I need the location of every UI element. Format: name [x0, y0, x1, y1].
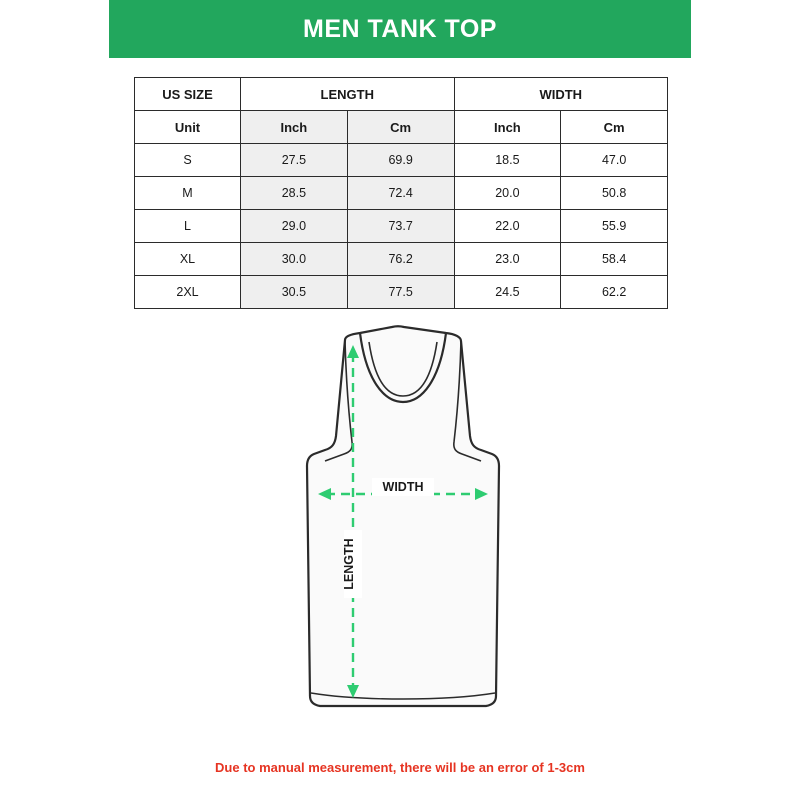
- column-header-unit: Unit: [135, 111, 241, 144]
- cell-length-cm: 69.9: [347, 144, 454, 177]
- cell-length-inch: 29.0: [241, 210, 348, 243]
- length-label: LENGTH: [342, 538, 356, 590]
- column-header-length-cm: Cm: [347, 111, 454, 144]
- cell-width-cm: 50.8: [561, 177, 668, 210]
- cell-length-inch: 27.5: [241, 144, 348, 177]
- table-row: [135, 276, 668, 309]
- column-header-us-size: US SIZE: [135, 78, 241, 111]
- table-row: [135, 210, 668, 243]
- cell-size: L: [135, 210, 241, 243]
- cell-width-cm: 47.0: [561, 144, 668, 177]
- tank-top-outline: [307, 326, 499, 706]
- cell-width-inch: 23.0: [454, 243, 561, 276]
- page-title: MEN TANK TOP: [303, 14, 497, 43]
- cell-width-inch: 20.0: [454, 177, 561, 210]
- cell-length-cm: 76.2: [347, 243, 454, 276]
- cell-width-cm: 62.2: [561, 276, 668, 309]
- column-header-width-cm: Cm: [561, 111, 668, 144]
- cell-size: 2XL: [135, 276, 241, 309]
- cell-width-inch: 18.5: [454, 144, 561, 177]
- table-header-row-2: [135, 111, 668, 144]
- width-label: WIDTH: [382, 480, 424, 494]
- cell-length-inch: 30.5: [241, 276, 348, 309]
- column-header-width-inch: Inch: [454, 111, 561, 144]
- column-header-length-inch: Inch: [241, 111, 348, 144]
- tank-top-illustration: [0, 318, 800, 738]
- cell-width-inch: 24.5: [454, 276, 561, 309]
- cell-length-inch: 30.0: [241, 243, 348, 276]
- column-header-length: LENGTH: [241, 78, 455, 111]
- cell-length-inch: 28.5: [241, 177, 348, 210]
- table-header-row-1: [135, 78, 668, 111]
- cell-length-cm: 77.5: [347, 276, 454, 309]
- cell-size: S: [135, 144, 241, 177]
- cell-width-cm: 55.9: [561, 210, 668, 243]
- size-chart-table: [134, 77, 667, 309]
- cell-size: M: [135, 177, 241, 210]
- column-header-width: WIDTH: [454, 78, 668, 111]
- table-row: [135, 243, 668, 276]
- table-row: [135, 177, 668, 210]
- cell-width-cm: 58.4: [561, 243, 668, 276]
- cell-length-cm: 73.7: [347, 210, 454, 243]
- measurement-disclaimer: Due to manual measurement, there will be an error of 1-3cm: [215, 760, 585, 775]
- header-banner: [109, 0, 691, 58]
- cell-size: XL: [135, 243, 241, 276]
- cell-length-cm: 72.4: [347, 177, 454, 210]
- table-row: [135, 144, 668, 177]
- cell-width-inch: 22.0: [454, 210, 561, 243]
